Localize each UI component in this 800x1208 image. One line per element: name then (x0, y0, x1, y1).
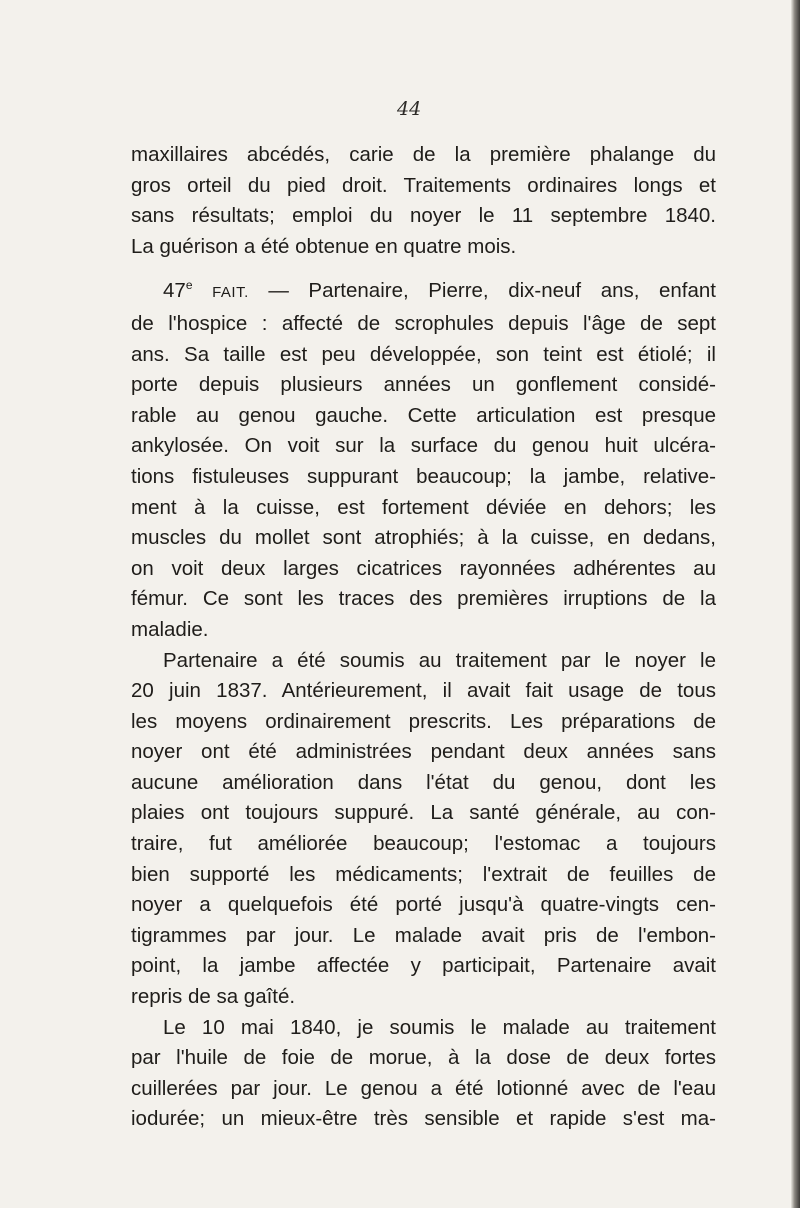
text-line: tigrammes par jour. Le malade avait pris de l'embon- (131, 923, 716, 947)
text-line: ment à la cuisse, est fortement déviée en dehors; les (131, 495, 716, 519)
text-line: maxillaires abcédés, carie de la première phalange du (131, 143, 716, 166)
text-line: 20 juin 1837. Antérieurement, il avait fait usage de tous (131, 679, 716, 703)
text-line: cuillerées par jour. Le genou a été lotionné avec de l'eau (131, 1076, 716, 1100)
body-text (131, 140, 716, 1135)
page-edge-shadow (791, 0, 800, 1208)
paragraph-2 (131, 276, 716, 645)
text-line: repris de sa gaîté. (131, 985, 296, 1009)
text-line: bien supporté les médicaments; l'extrait de feuilles de (131, 862, 716, 886)
text-line: sans résultats; emploi du noyer le 11 septembre 1840. (131, 204, 716, 228)
text-line: iodurée; un mieux-être très sensible et rapide s'est ma- (131, 1107, 716, 1131)
text-line: les moyens ordinairement prescrits. Les préparations de (131, 709, 716, 733)
text-line: fémur. Ce sont les traces des premières irruptions de la (131, 587, 716, 611)
text-line: Partenaire a été soumis au traitement par le noyer le (163, 648, 716, 672)
case-heading-line (131, 276, 716, 309)
text-line: ankylosée. On voit sur la surface du genou huit ulcéra- (131, 434, 716, 458)
text-line: on voit deux larges cicatrices rayonnées adhérentes au (131, 556, 716, 580)
case-number-suffix: e (185, 278, 193, 293)
text-line: traire, fut améliorée beaucoup; l'estomac a toujours (131, 832, 716, 856)
text-line: ans. Sa taille est peu développée, son teint est étiolé; il (131, 342, 716, 366)
case-label: FAIT. (212, 284, 249, 302)
text-line: aucune amélioration dans l'état du genou, dont les (131, 770, 716, 794)
case-number: 47 (163, 279, 186, 303)
text-line: de l'hospice : affecté de scrophules depuis l'âge de sept (131, 311, 716, 335)
text-line: La guérison a été obtenue en quatre mois. (131, 234, 517, 258)
text-line: noyer a quelquefois été porté jusqu'à quatre-vingts cen- (131, 893, 716, 917)
paragraph-1 (131, 140, 716, 262)
text-line: noyer ont été administrées pendant deux années sans (131, 740, 716, 764)
text-line: plaies ont toujours suppuré. La santé générale, au con- (131, 801, 716, 825)
text-line: tions fistuleuses suppurant beaucoup; la jambe, relative- (131, 464, 716, 488)
text-line: porte depuis plusieurs années un gonflement considé- (131, 373, 716, 397)
text-line: point, la jambe affectée y participait, Partenaire avait (131, 954, 716, 978)
page-number: 44 (397, 98, 422, 120)
case-heading-text: — Partenaire, Pierre, dix-neuf ans, enfant (268, 279, 717, 303)
paragraph-3 (131, 646, 716, 1013)
text-line: rable au genou gauche. Cette articulation est presque (131, 403, 716, 427)
text-line: par l'huile de foie de morue, à la dose de deux fortes (131, 1046, 716, 1070)
text-line: maladie. (131, 617, 209, 641)
text-line: gros orteil du pied droit. Traitements ordinaires longs et (131, 173, 716, 197)
text-line: Le 10 mai 1840, je soumis le malade au traitement (163, 1015, 716, 1039)
text-line: muscles du mollet sont atrophiés; à la cuisse, en dedans, (131, 526, 716, 550)
paragraph-4 (131, 1013, 716, 1135)
